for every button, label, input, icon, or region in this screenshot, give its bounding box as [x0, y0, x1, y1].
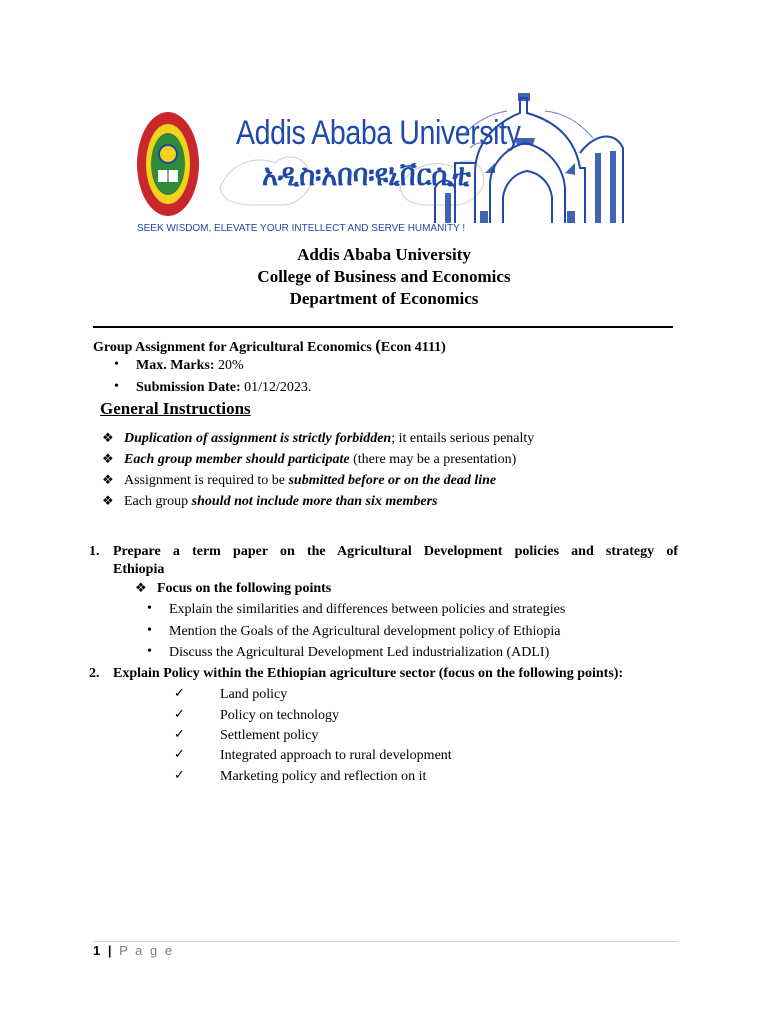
question-2-point	[174, 768, 427, 785]
header-divider	[93, 326, 673, 328]
submission-date-item	[114, 379, 312, 396]
bullet-icon: •	[114, 379, 119, 394]
general-instructions-heading: General Instructions	[100, 399, 251, 418]
max-marks-label: Max. Marks:	[136, 358, 215, 373]
page-number: 1	[93, 943, 103, 958]
bullet-icon: •	[147, 601, 152, 616]
checkmark-icon: ✓	[174, 707, 185, 722]
instruction-bold: Duplication of assignment is strictly forbidden	[124, 431, 392, 446]
question-1-point-text: Mention the Goals of the Agricultural development policy of Ethiopia	[169, 624, 561, 639]
instruction-bold: Each group member should participate	[124, 452, 350, 467]
submission-date-value: 01/12/2023.	[240, 380, 312, 395]
instruction-rest: ; it entails serious penalty	[391, 431, 535, 446]
question-2-number: 2.	[89, 666, 100, 681]
banner-university-name-am: አዲስ፡አበባ፡ዩኒቨርሲቲ	[262, 158, 471, 193]
instruction-item	[102, 473, 497, 489]
banner-motto: SEEK WISDOM, ELEVATE YOUR INTELLECT AND SERVE HUMANITY !	[137, 222, 466, 234]
question-2-point-text: Policy on technology	[220, 708, 339, 723]
header-university: Addis Ababa University	[297, 245, 471, 264]
question-2-point	[174, 686, 288, 703]
instruction-rest: (there may be a presentation)	[349, 452, 517, 467]
header-department: Department of Economics	[289, 289, 479, 308]
instruction-pre: Assignment is required to be	[124, 473, 289, 488]
question-1-number: 1.	[89, 544, 100, 559]
question-1-point	[147, 601, 566, 618]
diamond-bullet-icon: ❖	[102, 494, 114, 509]
question-2-point-text: Land policy	[220, 687, 288, 702]
instruction-item	[102, 431, 535, 447]
submission-date-label: Submission Date:	[136, 380, 241, 395]
diamond-bullet-icon: ❖	[102, 452, 114, 467]
question-1-point-text: Discuss the Agricultural Development Led industrialization (ADLI)	[169, 645, 550, 660]
question-2-point-text: Integrated approach to rural development	[220, 748, 452, 763]
question-1-point	[147, 644, 550, 661]
bullet-icon: •	[147, 623, 152, 638]
question-1-line2: Ethiopia	[113, 562, 165, 577]
assignment-title-prefix: Group Assignment for Agricultural Economics	[93, 340, 376, 355]
assignment-title-code: Econ 4111)	[380, 340, 446, 355]
footer-divider	[93, 941, 678, 942]
checkmark-icon: ✓	[174, 727, 185, 742]
bullet-icon: •	[147, 644, 152, 659]
question-2-point	[174, 747, 452, 764]
question-2-point	[174, 727, 319, 744]
bullet-icon: •	[114, 357, 119, 372]
checkmark-icon: ✓	[174, 747, 185, 762]
diamond-bullet-icon: ❖	[135, 581, 147, 596]
diamond-bullet-icon: ❖	[102, 473, 114, 488]
instruction-item	[102, 452, 517, 468]
university-seal	[136, 110, 200, 220]
question-1-line1: Prepare a term paper on the Agricultural Development policies and strategy of	[113, 544, 678, 559]
instruction-bold: should not include more than six members	[191, 494, 438, 509]
instruction-bold: submitted before or on the dead line	[288, 473, 497, 488]
checkmark-icon: ✓	[174, 686, 185, 701]
instruction-pre: Each group	[124, 494, 192, 509]
page-word: P a g e	[119, 943, 175, 958]
page-separator: |	[102, 943, 120, 958]
checkmark-icon: ✓	[174, 768, 185, 783]
question-1-focus-label: Focus on the following points	[157, 581, 332, 596]
question-2-text: Explain Policy within the Ethiopian agriculture sector (focus on the following points):	[113, 666, 624, 681]
seal-icon	[136, 110, 200, 220]
header-college: College of Business and Economics	[257, 267, 511, 286]
diamond-bullet-icon: ❖	[102, 431, 114, 446]
banner-university-name-en: Addis Ababa University	[236, 114, 521, 152]
assignment-title-paren: (	[375, 336, 381, 355]
page-footer	[93, 943, 174, 958]
question-2-point-text: Marketing policy and reflection on it	[220, 769, 427, 784]
assignment-title	[93, 336, 446, 356]
question-2-point	[174, 707, 339, 724]
max-marks-value: 20%	[214, 358, 244, 373]
instruction-item	[102, 494, 438, 510]
max-marks-item	[114, 357, 244, 374]
question-1-point-text: Explain the similarities and differences between policies and strategies	[169, 602, 566, 617]
question-1-point	[147, 623, 561, 640]
question-2-point-text: Settlement policy	[220, 728, 319, 743]
question-1-focus	[135, 581, 332, 597]
